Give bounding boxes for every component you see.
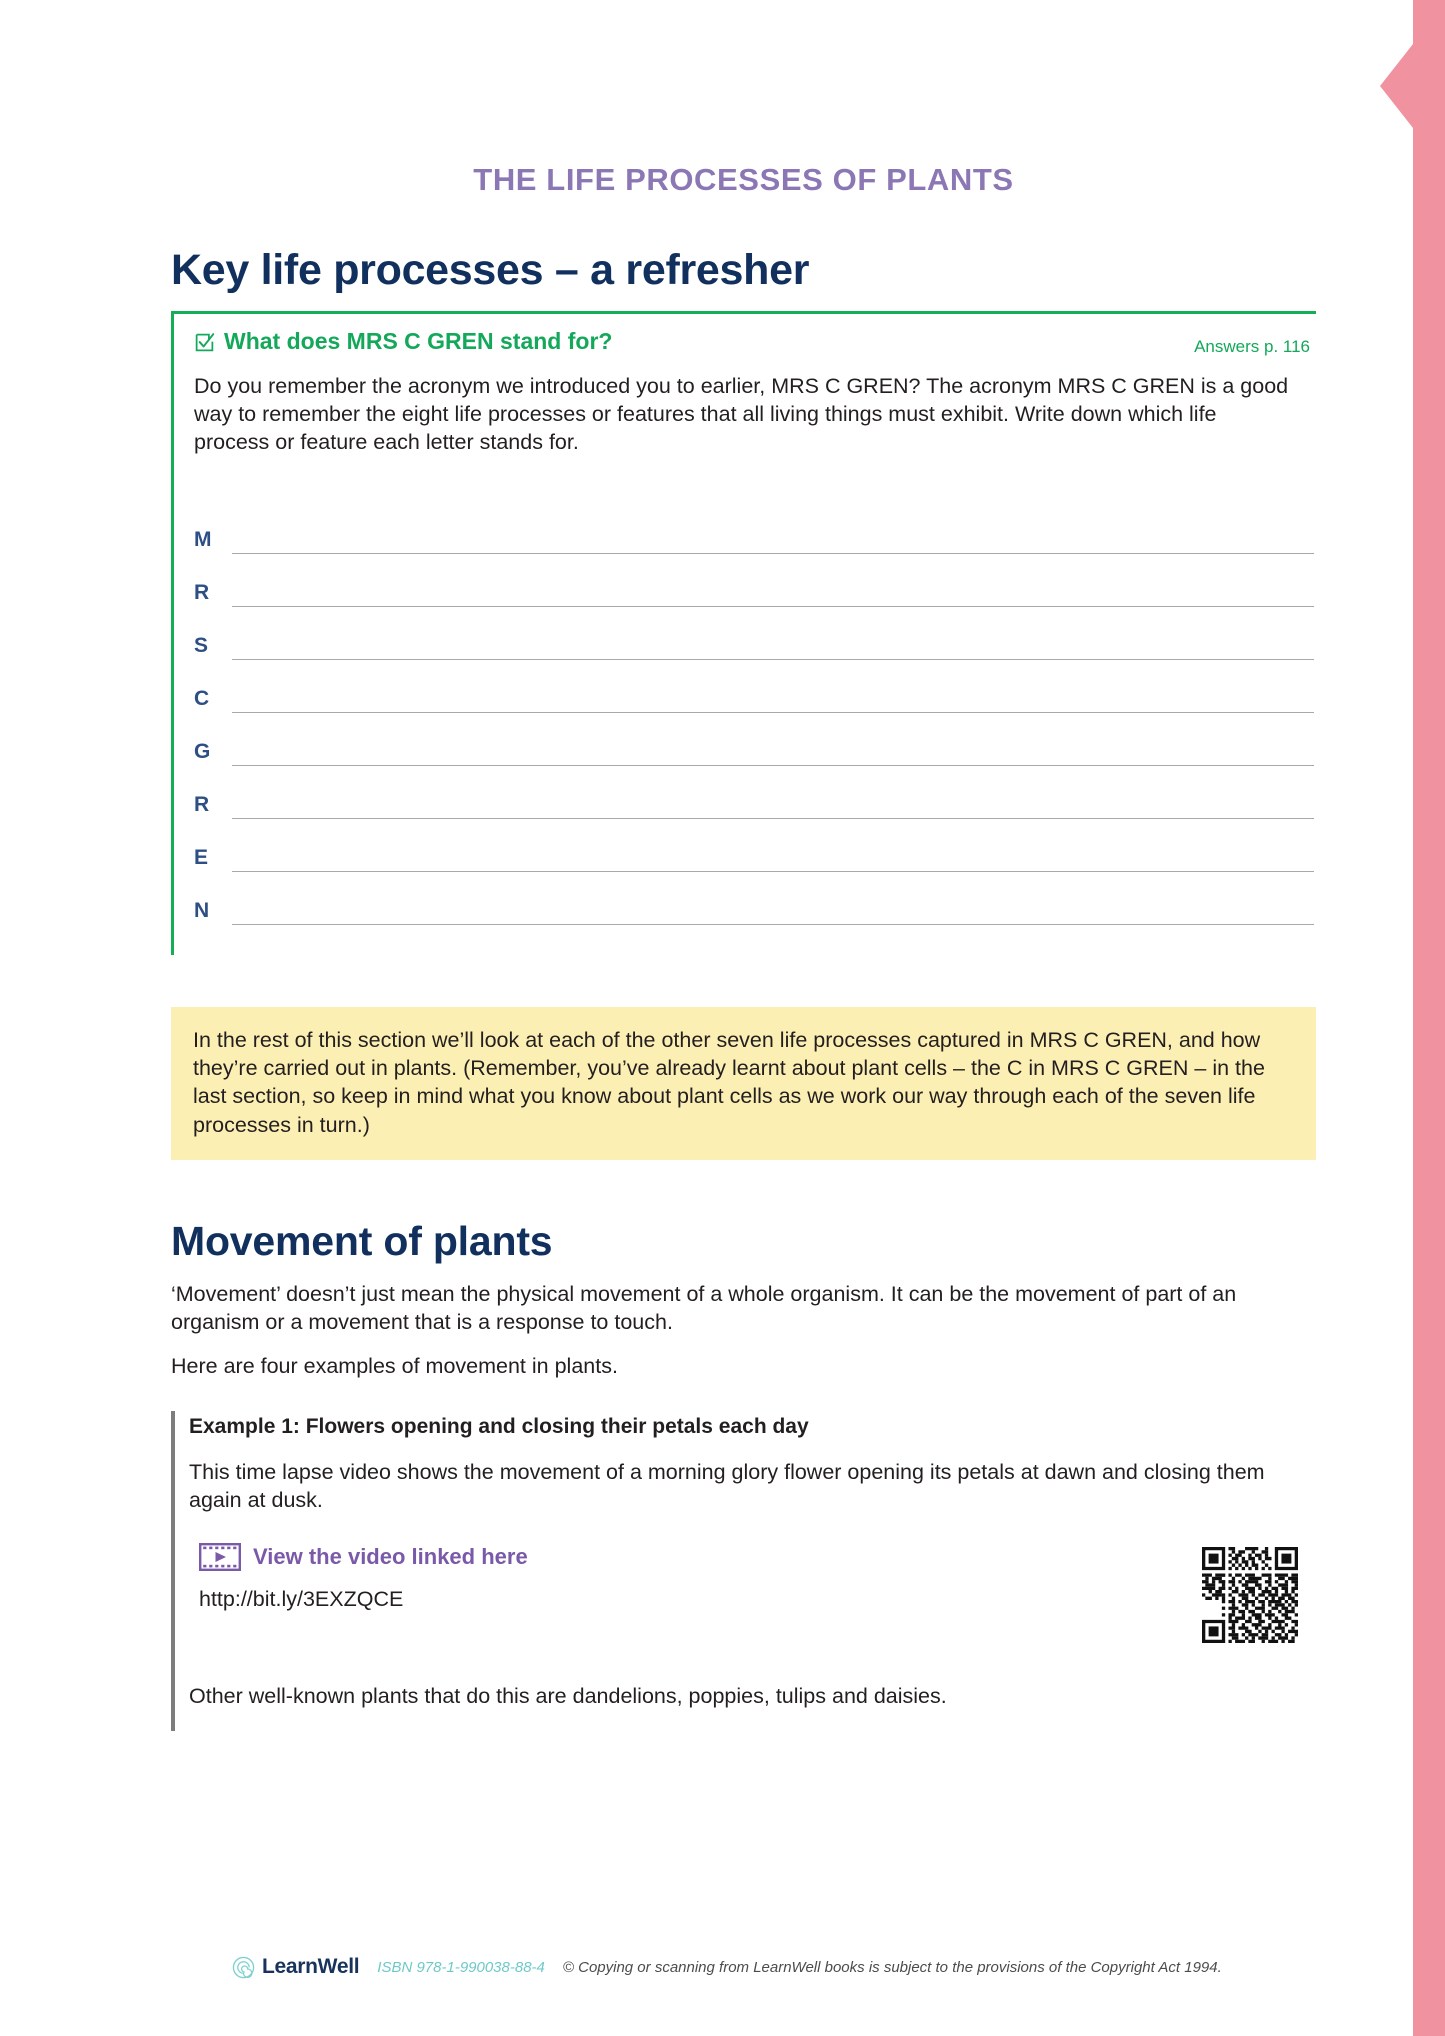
video-link[interactable] — [189, 1543, 1316, 1571]
answer-row[interactable] — [194, 501, 1316, 554]
activity-title: What does MRS C GREN stand for? — [224, 328, 613, 354]
content-column — [171, 0, 1316, 1731]
answer-write-line[interactable] — [232, 818, 1314, 819]
learnwell-brand: LearnWell — [262, 1955, 360, 1978]
answers-reference: Answers p. 116 — [1194, 337, 1310, 356]
footer-copyright: © Copying or scanning from LearnWell books is subject to the provisions of the Copyright Act 1994. — [562, 1958, 1222, 1976]
answer-write-line[interactable] — [232, 924, 1314, 925]
answer-row[interactable] — [194, 554, 1316, 607]
answer-lines-list — [174, 457, 1316, 955]
answer-letter: E — [194, 845, 209, 869]
answer-letter: N — [194, 898, 210, 922]
qr-code-icon[interactable] — [1202, 1547, 1298, 1643]
note-text: In the rest of this section we’ll look at each of the other seven life processes captured in MRS C GREN, and how they’re carried out in plants. (Remember, you’ve already learnt about plant cells – the C in MRS C GREN – in the last section, so keep in mind what you know about plant cells as we work our way through each of the seven life processes in turn.) — [193, 1027, 1265, 1137]
answer-write-line[interactable] — [232, 606, 1314, 607]
answer-write-line[interactable] — [232, 765, 1314, 766]
section-title-movement: Movement of plants — [171, 1217, 553, 1264]
page-title: Key life processes – a refresher — [171, 246, 810, 294]
video-url[interactable]: http://bit.ly/3EXZQCE — [199, 1586, 404, 1611]
activity-title-wrap — [194, 328, 612, 355]
example-1-closing: Other well-known plants that do this are dandelions, poppies, tulips and daisies. — [189, 1683, 947, 1708]
page-footer — [232, 1955, 1222, 1979]
answer-write-line[interactable] — [232, 659, 1314, 660]
activity-box — [171, 311, 1316, 955]
answer-row[interactable] — [194, 819, 1316, 872]
answer-letter: M — [194, 527, 212, 551]
answer-row[interactable] — [194, 713, 1316, 766]
pink-edge-band-decoration — [1339, 0, 1445, 2036]
activity-instructions: Do you remember the acronym we introduced you to earlier, MRS C GREN? The acronym MRS C GREN is a good way to remember the eight life processes or features that all living things must exhibit. Write down which life process or feature each letter stands for. — [194, 374, 1289, 454]
activity-header — [174, 328, 1316, 357]
answer-write-line[interactable] — [232, 553, 1314, 554]
answer-write-line[interactable] — [232, 712, 1314, 713]
movement-intro-paragraph: ‘Movement’ doesn’t just mean the physical movement of a whole organism. It can be the movement of part of an organism or a movement that is a response to touch. — [171, 1281, 1237, 1334]
video-link-label: View the video linked here — [253, 1543, 528, 1569]
answer-row[interactable] — [194, 607, 1316, 660]
answer-letter: G — [194, 739, 211, 763]
example-1-block — [171, 1411, 1316, 1731]
answer-letter: C — [194, 686, 210, 710]
answer-letter: R — [194, 580, 210, 604]
answer-letter: S — [194, 633, 209, 657]
movement-lead-in: Here are four examples of movement in plants. — [171, 1353, 618, 1378]
example-1-title: Example 1: Flowers opening and closing their petals each day — [189, 1414, 809, 1438]
running-head: THE LIFE PROCESSES OF PLANTS — [473, 162, 1014, 197]
answer-row[interactable] — [194, 660, 1316, 713]
film-play-icon — [199, 1543, 241, 1571]
answer-write-line[interactable] — [232, 871, 1314, 872]
footer-isbn: ISBN 978-1-990038-88-4 — [377, 1958, 545, 1976]
checkbox-checked-icon — [194, 332, 215, 353]
answer-row[interactable] — [194, 766, 1316, 819]
answer-row[interactable] — [194, 872, 1316, 925]
example-1-media-row — [189, 1543, 1316, 1612]
note-callout — [171, 1007, 1316, 1160]
answer-letter: R — [194, 792, 210, 816]
example-1-description: This time lapse video shows the movement of a morning glory flower opening its petals at dawn and closing them again at dusk. — [189, 1459, 1265, 1512]
learnwell-spiral-icon — [232, 1956, 255, 1979]
